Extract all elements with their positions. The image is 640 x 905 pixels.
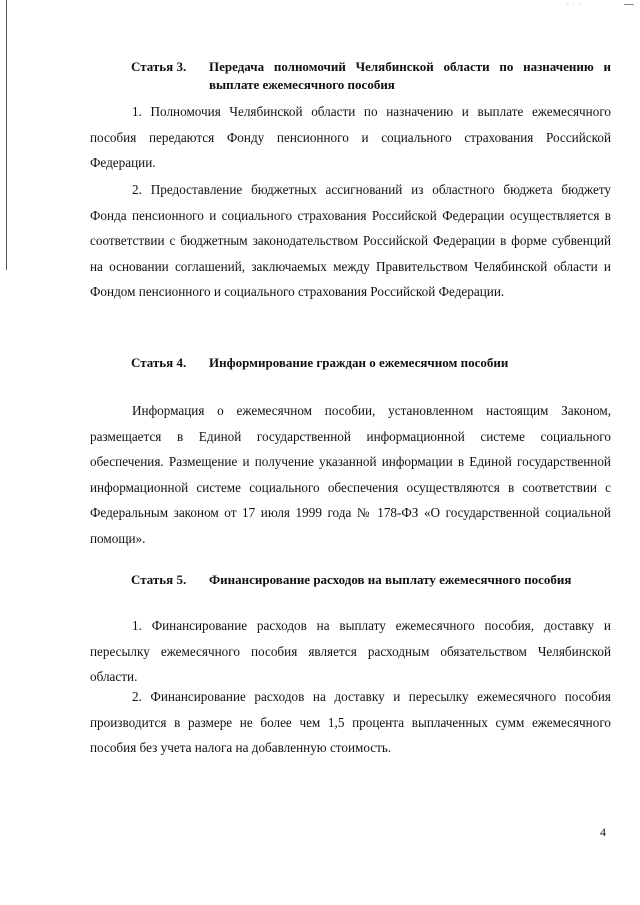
- article-5-paragraph-2: 2. Финансирование расходов на доставку и пересылку ежемесячного пособия производится в размере не более чем 1,5 процента выплаченных сумм ежемесячного пособия без учета налога на добавленную стоимость.: [90, 689, 611, 756]
- article-3-paragraph-1: 1. Полномочия Челябинской области по назначению и выплате ежемесячного пособия передаются Фонду пенсионного и социального страхования Российской Федерации.: [90, 104, 611, 171]
- article-title: Передача полномочий Челябинской области по назначению и выплате ежемесячного пособия: [209, 59, 611, 92]
- article-number: Статья 3.: [131, 59, 187, 74]
- article-3-paragraph-2: 2. Предоставление бюджетных ассигнований из областного бюджета бюджету Фонда пенсионного и социального страхования Российской Федерации осуществляется в соответствии с бюджетным законодательством Российской Федерации в форме субвенций на основании соглашений, заключаемых между Правительством Челябинской области и Фондом пенсионного и социального страхования Российской Федерации.: [90, 182, 611, 300]
- article-number: Статья 4.: [131, 355, 187, 370]
- scan-corner-mark: [624, 4, 634, 5]
- article-title: Информирование граждан о ежемесячном пособии: [209, 355, 509, 370]
- article-title: Финансирование расходов на выплату ежемесячного пособия: [209, 572, 572, 587]
- page-number: 4: [600, 825, 606, 839]
- scan-corner-dots: · · ·: [566, 0, 582, 8]
- article-4-paragraph-1: Информация о ежемесячном пособии, установленном настоящим Законом, размещается в Единой государственной информационной системе социального обеспечения. Размещение и получение указанной информации в Единой государственной информационной системе социального обеспечения осуществляются в соответствии с Федеральным законом от 17 июля 1999 года № 178-ФЗ «О государственной социальной помощи».: [90, 403, 611, 546]
- scan-margin-line: [6, 0, 7, 270]
- article-5-paragraph-1: 1. Финансирование расходов на выплату ежемесячного пособия, доставку и пересылку ежемесячного пособия является расходным обязательством Челябинской области.: [90, 618, 611, 685]
- article-number: Статья 5.: [131, 572, 187, 587]
